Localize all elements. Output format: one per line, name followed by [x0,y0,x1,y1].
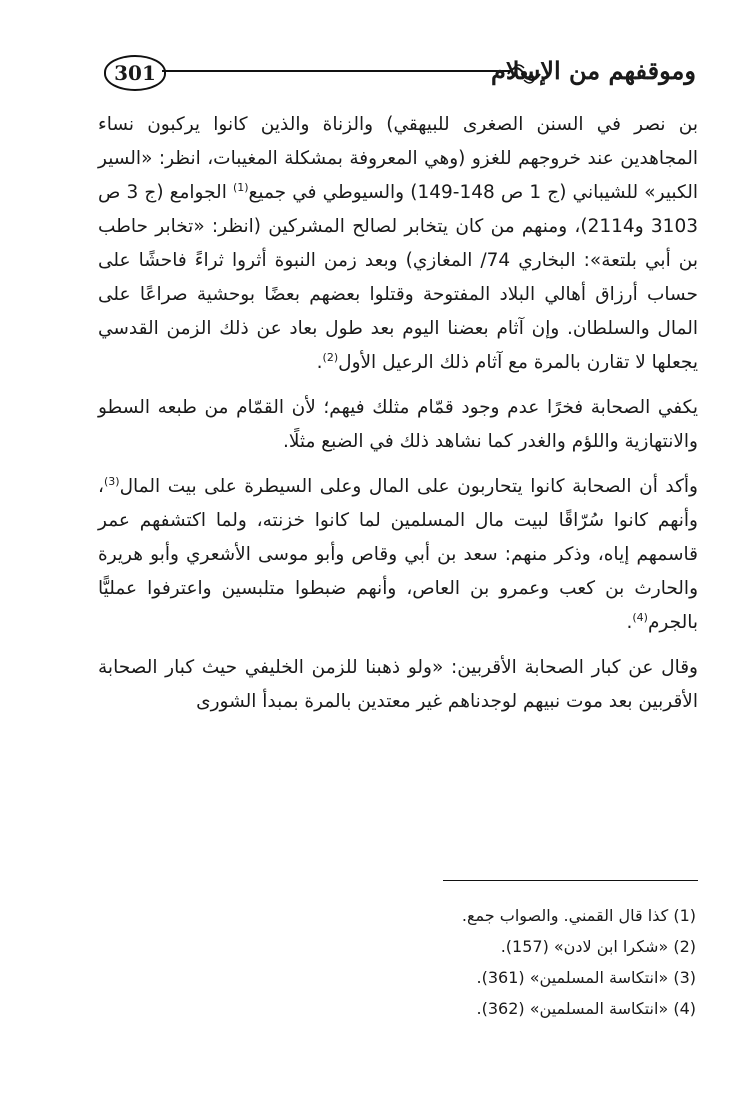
paragraph [98,108,698,380]
paragraph-text: ، وأنهم كانوا سُرّاقًا لبيت مال المسلمين لما كانوا خزنته، ولما اكتشفهم عمر قاسمهم إياه، وذكر منهم: سعد بن أبي وقاص وأبو موسى الأشعري وأبو هريرة والحارث بن كعب وعمرو بن العاص، وأنهم ضبطوا متلبسين واعترفوا عمليًّا بالجرم [98,476,698,633]
paragraph-text: الجوامع (ج 3 ص 3103 و2114)، ومنهم من كان يتخابر لصالح المشركين (انظر: «تخابر حاطب بن أبي بلتعة»: البخاري 74/ المغازي) وبعد زمن النبوة أثروا ثراءً فاحشًا على حساب أرزاق أهالي البلاد المفتوحة وقتلوا بعضهم بعضًا بوحشية صراعًا على المال والسلطان. وإن آثام بعضنا اليوم بعد طول بعاد عن ذلك الزمن القدسي يجعلها لا تقارن بالمرة مع آثام ذلك الرعيل الأول [98,182,698,373]
paragraph: وقال عن كبار الصحابة الأقربين: «ولو ذهبنا للزمن الخليفي حيث كبار الصحابة الأقربين بعد موت نبيهم لوجدناهم غير معتدين بالمرة بمبدأ الشورى [98,657,698,712]
footnotes [98,900,696,1024]
paragraph-text: . [626,612,633,633]
paragraph-text: وأكد أن الصحابة كانوا يتحاربون على المال وعلى السيطرة على بيت المال [119,476,698,497]
running-title: وموقفهم من الإسلام [491,56,696,85]
footnote: (1) كذا قال القمني. والصواب جمع. [461,906,696,925]
footnote: (4) «انتكاسة المسلمين» (362). [476,999,696,1018]
paragraph-text: بن نصر في السنن الصغرى للبيهقي) والزناة والذين كانوا يركبون نساء المجاهدين عند خروجهم للغزو (وهي المعروفة بمشكلة المغيبات، انظر: «السير الكبير» للشيباني (ج 1 ص 148-149) والسيوطي في جميع [98,114,698,203]
page-header [96,50,696,100]
footnote-rule [443,880,698,881]
page-number: 301 [104,55,166,91]
header-rule [162,70,510,72]
footnote: (2) «شكرا ابن لادن» (157). [500,937,696,956]
paragraph-text: . [316,352,323,373]
footnote-ref: (4) [632,610,648,624]
paragraph [98,470,698,640]
paragraph: يكفي الصحابة فخرًا عدم وجود قمّام مثلك فيهم؛ لأن القمّام من طبعه السطو والانتهازية واللؤم والغدر كما نشاهد ذلك في الضبع مثلًا. [98,397,698,452]
body-text [98,108,698,719]
footnote-ref: (2) [322,350,339,364]
footnote-ref: (1) [232,180,249,194]
footnote: (3) «انتكاسة المسلمين» (361). [476,968,696,987]
footnote-ref: (3) [103,474,120,488]
